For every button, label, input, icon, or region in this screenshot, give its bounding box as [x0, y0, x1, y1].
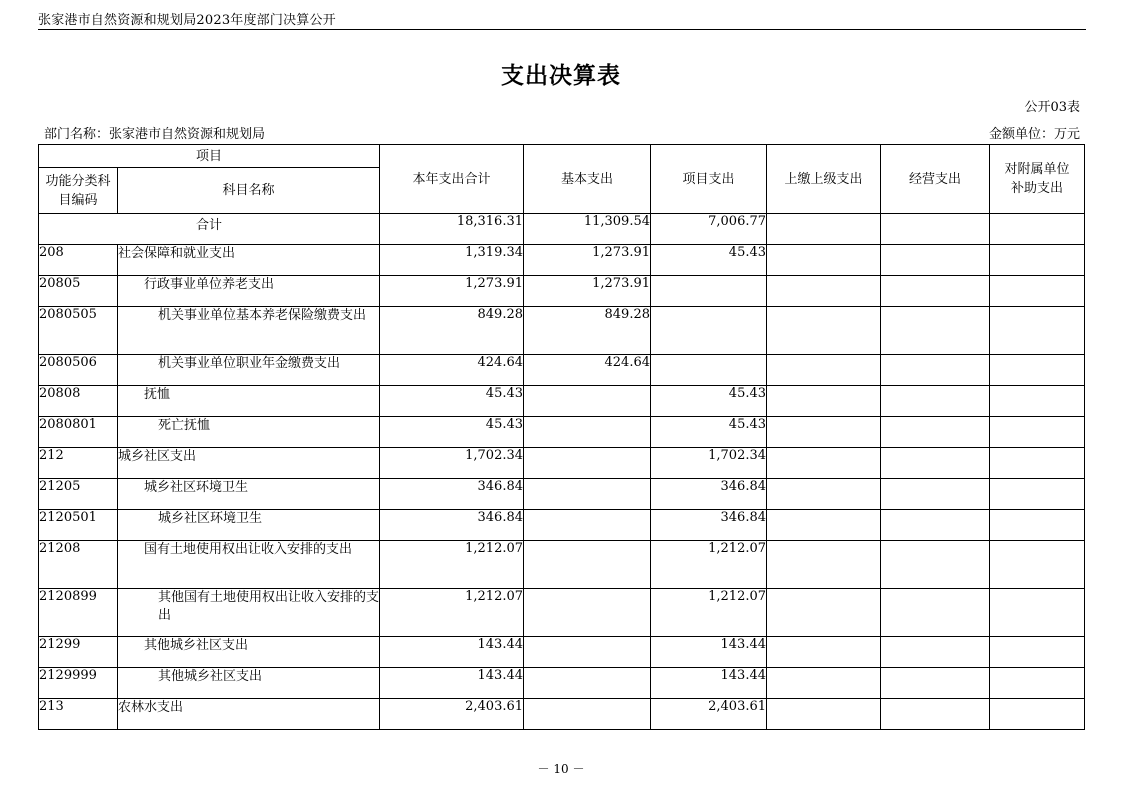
- header-rule: [38, 29, 1086, 30]
- header-item: 项目: [39, 145, 380, 168]
- row-project: 1,212.07: [651, 589, 767, 637]
- table-row: [39, 355, 1085, 386]
- row-name: 社会保障和就业支出: [118, 245, 380, 276]
- total-subsidy: [990, 214, 1085, 245]
- header-code: 功能分类科目编码: [39, 168, 118, 214]
- row-name: 城乡社区支出: [118, 448, 380, 479]
- row-total: 143.44: [380, 668, 524, 699]
- row-business: [881, 479, 990, 510]
- table-row: [39, 386, 1085, 417]
- row-business: [881, 307, 990, 355]
- row-upper: [767, 668, 881, 699]
- row-name: 城乡社区环境卫生: [118, 510, 380, 541]
- table-row: [39, 510, 1085, 541]
- table-row: [39, 307, 1085, 355]
- row-upper: [767, 589, 881, 637]
- row-business: [881, 276, 990, 307]
- row-upper: [767, 510, 881, 541]
- row-code: 2080506: [39, 355, 118, 386]
- row-basic: [524, 699, 651, 730]
- row-total: 45.43: [380, 386, 524, 417]
- header-name: 科目名称: [118, 168, 380, 214]
- total-business: [881, 214, 990, 245]
- row-upper: [767, 448, 881, 479]
- row-upper: [767, 637, 881, 668]
- row-subsidy: [990, 276, 1085, 307]
- table-row: [39, 637, 1085, 668]
- row-business: [881, 245, 990, 276]
- row-project: 1,212.07: [651, 541, 767, 589]
- row-total: 346.84: [380, 479, 524, 510]
- row-upper: [767, 307, 881, 355]
- table-row: [39, 448, 1085, 479]
- row-upper: [767, 245, 881, 276]
- total-label: 合计: [39, 214, 380, 245]
- table-row: [39, 417, 1085, 448]
- row-project: [651, 276, 767, 307]
- row-basic: 1,273.91: [524, 245, 651, 276]
- row-total: 424.64: [380, 355, 524, 386]
- row-project: 346.84: [651, 510, 767, 541]
- row-total: 346.84: [380, 510, 524, 541]
- row-basic: [524, 589, 651, 637]
- row-subsidy: [990, 355, 1085, 386]
- row-name: 行政事业单位养老支出: [118, 276, 380, 307]
- table-row: [39, 541, 1085, 589]
- row-code: 21208: [39, 541, 118, 589]
- row-business: [881, 386, 990, 417]
- row-upper: [767, 699, 881, 730]
- row-code: 20808: [39, 386, 118, 417]
- row-code: 2120899: [39, 589, 118, 637]
- row-business: [881, 355, 990, 386]
- row-business: [881, 589, 990, 637]
- table-body: [39, 214, 1085, 730]
- row-total: 1,273.91: [380, 276, 524, 307]
- department-name: 部门名称：张家港市自然资源和规划局: [44, 127, 266, 142]
- row-subsidy: [990, 541, 1085, 589]
- page-title: 支出决算表: [501, 63, 621, 89]
- row-name: 机关事业单位职业年金缴费支出: [118, 355, 380, 386]
- row-subsidy: [990, 510, 1085, 541]
- row-total: 1,212.07: [380, 541, 524, 589]
- row-subsidy: [990, 589, 1085, 637]
- row-subsidy: [990, 668, 1085, 699]
- row-code: 213: [39, 699, 118, 730]
- row-code: 212: [39, 448, 118, 479]
- header-upper: 上缴上级支出: [767, 145, 881, 214]
- table-number: 公开03表: [1024, 100, 1080, 115]
- row-upper: [767, 386, 881, 417]
- row-project: 143.44: [651, 637, 767, 668]
- document-header: 张家港市自然资源和规划局2023年度部门决算公开: [38, 13, 336, 28]
- row-basic: [524, 417, 651, 448]
- row-code: 2080505: [39, 307, 118, 355]
- row-business: [881, 668, 990, 699]
- row-basic: [524, 637, 651, 668]
- row-subsidy: [990, 637, 1085, 668]
- amount-unit: 金额单位：万元: [988, 127, 1080, 142]
- row-upper: [767, 355, 881, 386]
- row-code: 208: [39, 245, 118, 276]
- row-upper: [767, 417, 881, 448]
- row-code: 21299: [39, 637, 118, 668]
- table-row: [39, 479, 1085, 510]
- row-upper: [767, 541, 881, 589]
- row-subsidy: [990, 245, 1085, 276]
- row-project: [651, 355, 767, 386]
- row-total: 143.44: [380, 637, 524, 668]
- row-total: 1,212.07: [380, 589, 524, 637]
- row-code: 20805: [39, 276, 118, 307]
- total-project: 7,006.77: [651, 214, 767, 245]
- row-name: 城乡社区环境卫生: [118, 479, 380, 510]
- row-name: 农林水支出: [118, 699, 380, 730]
- row-project: 45.43: [651, 417, 767, 448]
- row-project: 143.44: [651, 668, 767, 699]
- row-code: 2120501: [39, 510, 118, 541]
- row-name: 死亡抚恤: [118, 417, 380, 448]
- row-total: 1,702.34: [380, 448, 524, 479]
- page-number: － 10 －: [537, 762, 585, 776]
- row-subsidy: [990, 699, 1085, 730]
- row-business: [881, 510, 990, 541]
- row-project: 45.43: [651, 386, 767, 417]
- row-project: [651, 307, 767, 355]
- row-name: 机关事业单位基本养老保险缴费支出: [118, 307, 380, 355]
- table-row: [39, 245, 1085, 276]
- header-project: 项目支出: [651, 145, 767, 214]
- row-name: 国有土地使用权出让收入安排的支出: [118, 541, 380, 589]
- row-total: 1,319.34: [380, 245, 524, 276]
- table-header: [39, 145, 1085, 214]
- expenditure-table: [38, 144, 1085, 730]
- row-basic: 849.28: [524, 307, 651, 355]
- row-code: 2080801: [39, 417, 118, 448]
- header-total: 本年支出合计: [380, 145, 524, 214]
- row-business: [881, 417, 990, 448]
- row-name: 抚恤: [118, 386, 380, 417]
- row-project: 346.84: [651, 479, 767, 510]
- row-basic: [524, 668, 651, 699]
- row-project: 1,702.34: [651, 448, 767, 479]
- row-basic: [524, 479, 651, 510]
- row-basic: [524, 448, 651, 479]
- total-basic: 11,309.54: [524, 214, 651, 245]
- row-subsidy: [990, 448, 1085, 479]
- header-basic: 基本支出: [524, 145, 651, 214]
- row-project: 45.43: [651, 245, 767, 276]
- total-total: 18,316.31: [380, 214, 524, 245]
- header-business: 经营支出: [881, 145, 990, 214]
- row-code: 2129999: [39, 668, 118, 699]
- total-upper: [767, 214, 881, 245]
- row-basic: [524, 386, 651, 417]
- row-name: 其他国有土地使用权出让收入安排的支出: [118, 589, 380, 637]
- row-business: [881, 637, 990, 668]
- row-business: [881, 541, 990, 589]
- row-basic: 424.64: [524, 355, 651, 386]
- row-subsidy: [990, 386, 1085, 417]
- table-row: [39, 276, 1085, 307]
- row-code: 21205: [39, 479, 118, 510]
- row-upper: [767, 276, 881, 307]
- row-project: 2,403.61: [651, 699, 767, 730]
- row-business: [881, 699, 990, 730]
- row-basic: [524, 541, 651, 589]
- table-row: [39, 589, 1085, 637]
- row-name: 其他城乡社区支出: [118, 668, 380, 699]
- row-subsidy: [990, 307, 1085, 355]
- total-row: [39, 214, 1085, 245]
- table-row: [39, 668, 1085, 699]
- row-total: 849.28: [380, 307, 524, 355]
- row-subsidy: [990, 479, 1085, 510]
- row-subsidy: [990, 417, 1085, 448]
- row-basic: 1,273.91: [524, 276, 651, 307]
- row-basic: [524, 510, 651, 541]
- header-subsidy: 对附属单位补助支出: [990, 145, 1085, 214]
- table-row: [39, 699, 1085, 730]
- row-upper: [767, 479, 881, 510]
- row-name: 其他城乡社区支出: [118, 637, 380, 668]
- row-total: 45.43: [380, 417, 524, 448]
- row-total: 2,403.61: [380, 699, 524, 730]
- row-business: [881, 448, 990, 479]
